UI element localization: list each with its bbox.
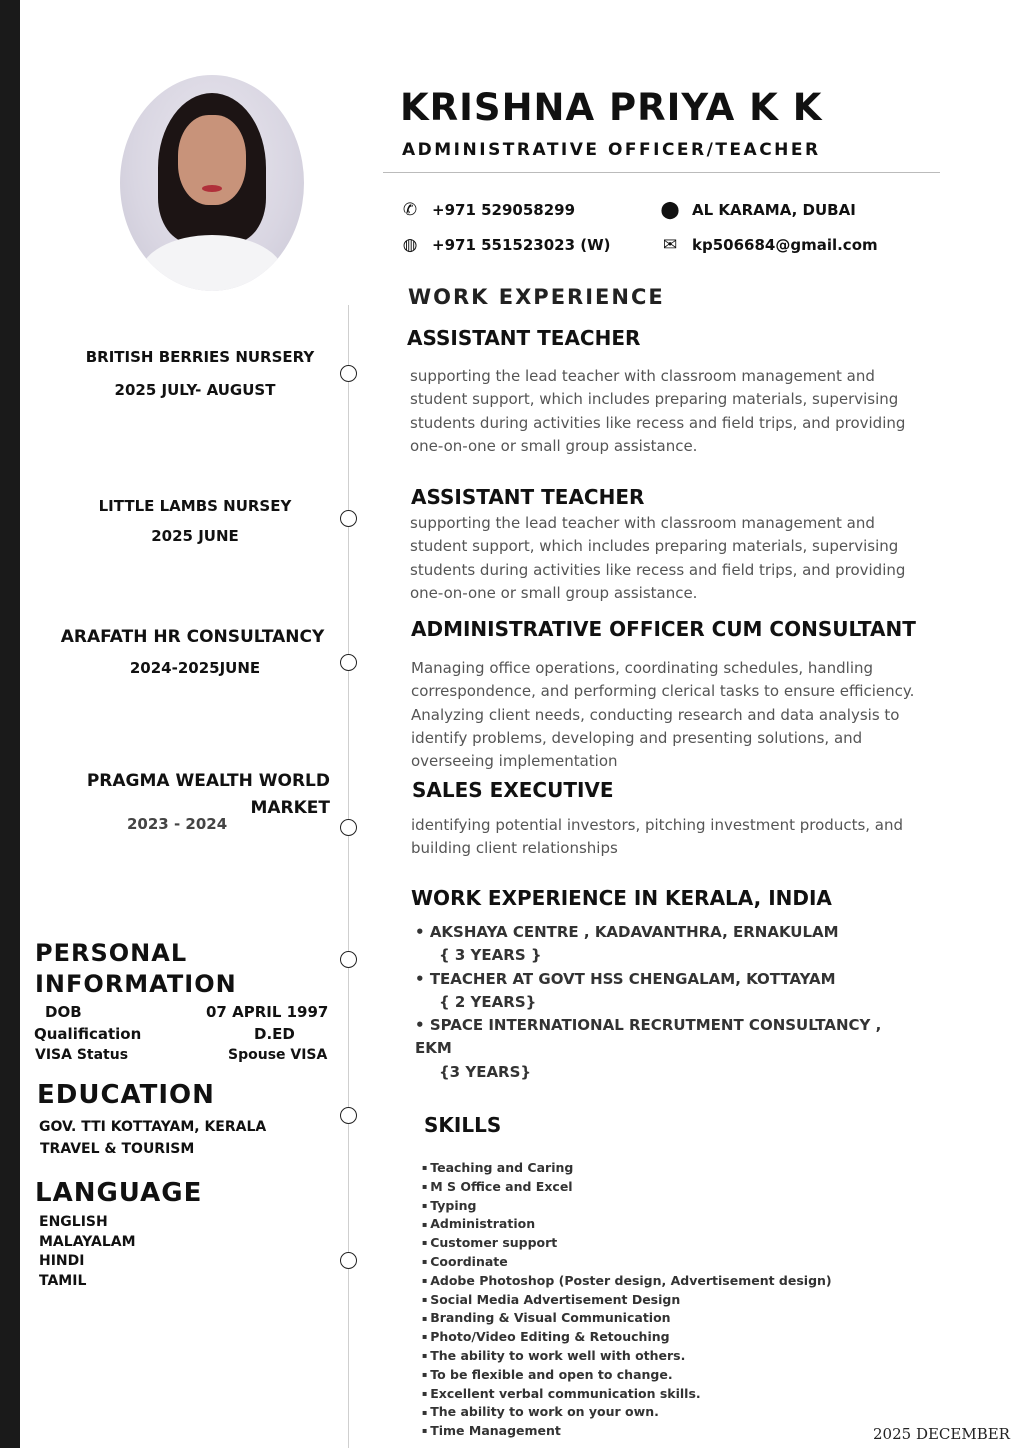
skill-item: ▪ Social Media Advertisement Design xyxy=(422,1291,832,1310)
personal-heading: PERSONAL INFORMATION xyxy=(35,939,237,998)
footer-date: 2025 DECEMBER xyxy=(873,1425,1010,1443)
candidate-name: KRISHNA PRIYA K K xyxy=(400,86,823,129)
job-title: ADMINISTRATIVE OFFICER CUM CONSULTANT xyxy=(411,617,916,641)
skill-item: ▪ To be flexible and open to change. xyxy=(422,1366,832,1385)
skill-item: ▪ Excellent verbal communication skills. xyxy=(422,1385,832,1404)
job-title: ADMINISTRATIVE OFFICER/TEACHER xyxy=(402,140,821,160)
timeline-org: ARAFATH HR CONSULTANCY xyxy=(60,627,325,647)
timeline-dot xyxy=(340,819,357,836)
phone-text: +971 529058299 xyxy=(432,201,576,219)
list-item: • TEACHER AT GOVT HSS CHENGALAM, KOTTAYAM { 2 YEARS} xyxy=(415,968,915,1015)
education-item: GOV. TTI KOTTAYAM, KERALA xyxy=(39,1119,267,1135)
job-title: SALES EXECUTIVE xyxy=(412,778,614,802)
kerala-list xyxy=(415,921,915,1084)
skill-item: ▪ Customer support xyxy=(422,1234,832,1253)
timeline-org: LITTLE LAMBS NURSEY xyxy=(98,497,292,515)
skill-item: ▪ Time Management xyxy=(422,1422,832,1441)
skill-item: ▪ Branding & Visual Communication xyxy=(422,1309,832,1328)
job-desc: identifying potential investors, pitching investment products, and building client relationships xyxy=(411,816,904,858)
phone-icon: ✆ xyxy=(402,200,418,220)
qualification-value: D.ED xyxy=(254,1025,295,1043)
timeline-date: 2024-2025JUNE xyxy=(129,659,261,677)
timeline-dot xyxy=(340,1252,357,1269)
list-item: • AKSHAYA CENTRE , KADAVANTHRA, ERNAKULAM { 3 YEARS } xyxy=(415,921,915,968)
timeline-dot xyxy=(340,951,357,968)
visa-value: Spouse VISA xyxy=(228,1047,328,1063)
education-item: TRAVEL & TOURISM xyxy=(40,1141,195,1157)
timeline-date: 2023 - 2024 xyxy=(127,815,228,833)
email-text: kp506684@gmail.com xyxy=(692,236,878,254)
phone-contact xyxy=(400,200,575,220)
divider xyxy=(383,172,940,173)
skill-item: ▪ Photo/Video Editing & Retouching xyxy=(422,1328,832,1347)
work-phone-contact xyxy=(400,235,611,255)
job-desc: Managing office operations, coordinating schedules, handling correspondence, and performing clerical tasks to ensure efficiency. Analyzing client needs, conducting research and data analysis to identify problems, developing and presenting solutions, and overseeing implementation xyxy=(411,659,915,771)
location-contact xyxy=(660,200,856,220)
job-desc: supporting the lead teacher with classroom management and student support, which includes preparing materials, supervising students during activities like recess and field trips, and providing one-on-one or small group assistance. xyxy=(410,367,906,455)
job-desc: supporting the lead teacher with classroom management and student support, which includes preparing materials, supervising students during activities like recess and field trips, and providing one-on-one or small group assistance. xyxy=(410,514,906,602)
skill-item: ▪ Adobe Photoshop (Poster design, Advertisement design) xyxy=(422,1272,832,1291)
location-pin-icon: ⬤ xyxy=(660,200,680,220)
language-item: TAMIL xyxy=(39,1272,87,1289)
skill-item: ▪ The ability to work on your own. xyxy=(422,1403,832,1422)
kerala-heading: WORK EXPERIENCE IN KERALA, INDIA xyxy=(411,886,832,910)
skill-item: ▪ Administration xyxy=(422,1215,832,1234)
email-contact xyxy=(660,235,878,255)
dob-value: 07 APRIL 1997 xyxy=(206,1003,329,1021)
job-title: ASSISTANT TEACHER xyxy=(411,485,645,509)
timeline-date: 2025 JULY- AUGUST xyxy=(114,381,276,399)
skills-list xyxy=(422,1159,832,1441)
skill-item: ▪ Typing xyxy=(422,1197,832,1216)
timeline-dot xyxy=(340,654,357,671)
language-list xyxy=(39,1213,136,1291)
language-item: HINDI xyxy=(39,1253,85,1269)
skill-item: ▪ Coordinate xyxy=(422,1253,832,1272)
timeline-dot xyxy=(340,1107,357,1124)
profile-photo xyxy=(120,75,304,291)
language-item: ENGLISH xyxy=(39,1214,108,1230)
timeline-line xyxy=(348,305,349,1448)
language-heading: LANGUAGE xyxy=(35,1178,203,1208)
timeline-dot xyxy=(340,510,357,527)
location-text: AL KARAMA, DUBAI xyxy=(692,201,856,219)
dob-label: DOB xyxy=(45,1003,82,1021)
work-phone-text: +971 551523023 (W) xyxy=(432,236,611,254)
timeline-org: BRITISH BERRIES NURSERY xyxy=(85,348,315,366)
list-item: • SPACE INTERNATIONAL RECRUTMENT CONSULTANCY , EKM {3 YEARS} xyxy=(415,1014,915,1084)
job-title: ASSISTANT TEACHER xyxy=(407,326,641,350)
qualification-label: Qualification xyxy=(34,1025,142,1043)
skill-item: ▪ M S Office and Excel xyxy=(422,1178,832,1197)
timeline-org: PRAGMA WEALTH WORLD MARKET xyxy=(86,771,330,818)
timeline-date: 2025 JUNE xyxy=(151,527,239,545)
language-item: MALAYALAM xyxy=(39,1233,136,1250)
skill-item: ▪ Teaching and Caring xyxy=(422,1159,832,1178)
left-border xyxy=(0,0,20,1448)
visa-label: VISA Status xyxy=(35,1047,129,1063)
timeline-dot xyxy=(340,365,357,382)
work-heading: WORK EXPERIENCE xyxy=(408,285,665,309)
envelope-icon: ✉ xyxy=(662,235,678,255)
skills-heading: SKILLS xyxy=(424,1113,502,1137)
education-heading: EDUCATION xyxy=(37,1080,215,1110)
globe-phone-icon: ◍ xyxy=(402,235,418,255)
skill-item: ▪ The ability to work well with others. xyxy=(422,1347,832,1366)
